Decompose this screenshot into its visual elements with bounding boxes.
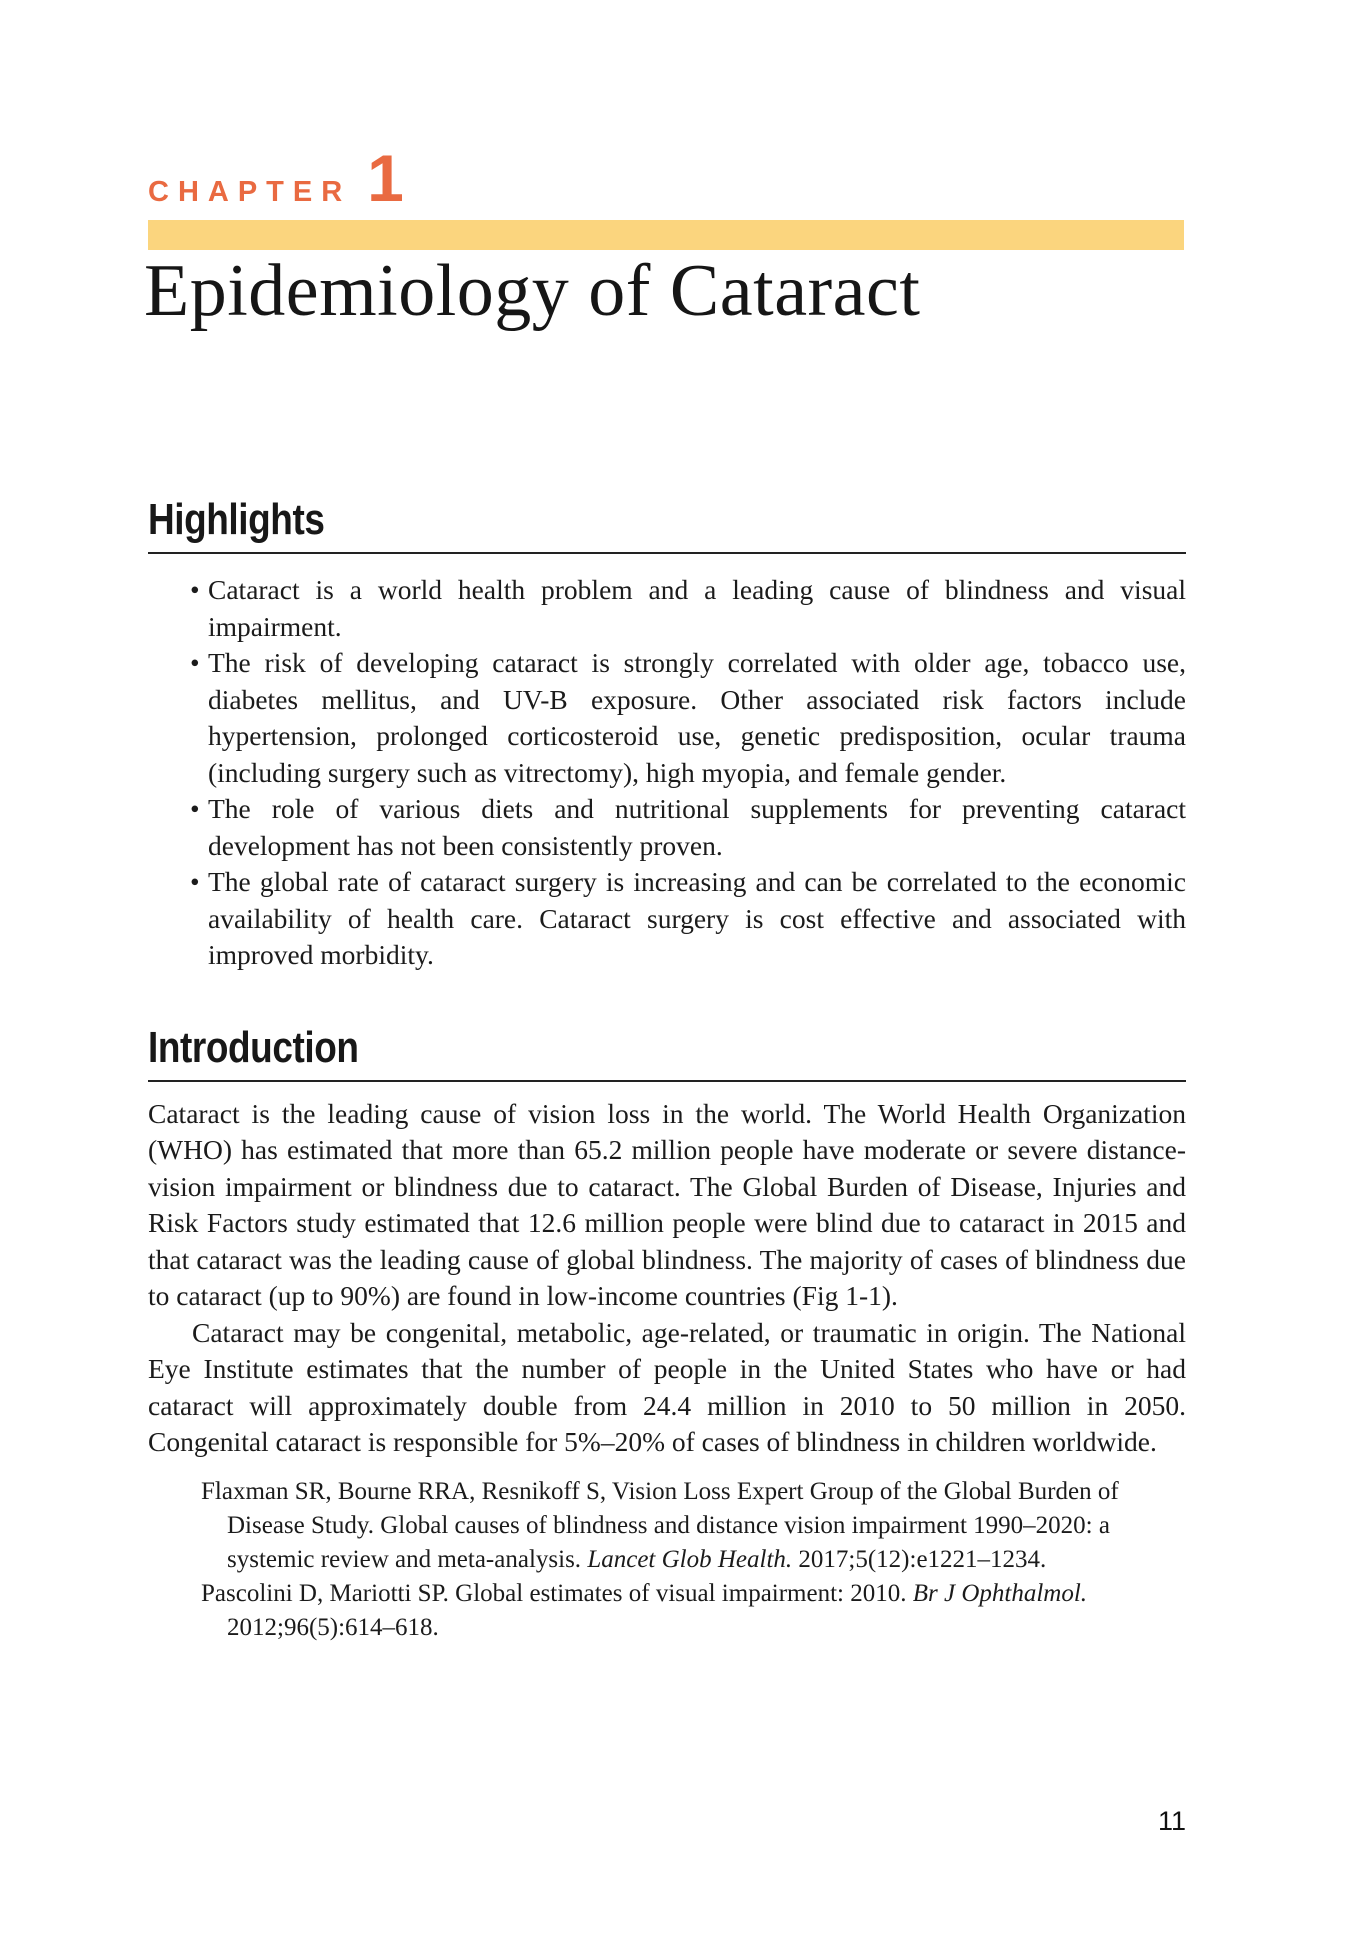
chapter-label: CHAPTER	[148, 176, 352, 208]
reference-list	[148, 1475, 1186, 1645]
reference-text: Flaxman SR, Bourne RRA, Resnikoff S, Vision Loss Expert Group of the Global Burden of Disease Study. Global causes of blindness and distance vision impairment 1990–2020: a systemic review and meta-analysis.	[201, 1477, 1119, 1573]
reference-citation: 2012;96(5):614–618.	[227, 1613, 439, 1641]
highlights-list	[148, 572, 1186, 974]
chapter-number: 1	[367, 141, 404, 215]
page-title: Epidemiology of Cataract	[144, 250, 921, 332]
chapter-accent-bar	[148, 220, 1184, 250]
intro-paragraph: Cataract may be congenital, metabolic, age-related, or traumatic in origin. The National Eye Institute estimates that the number of people in the United States who have or had cataract will approximately double from 24.4 million in 2010 to 50 million in 2050. Congenital cataract is responsible for 5%–20% of cases of blindness in children worldwide.	[148, 1316, 1186, 1457]
reference-entry	[201, 1577, 1186, 1645]
highlight-bullet: • The risk of developing cataract is strongly correlated with older age, tobacco use, diabetes mellitus, and UV-B exposure. Other associated risk factors include hypertension, prolonged corticosteroid use, genetic predisposition, ocular trauma (including surgery such as vitrectomy), high myopia, and female gender.	[148, 645, 1186, 791]
highlight-bullet: • Cataract is a world health problem and a leading cause of blindness and visual impairment.	[148, 572, 1186, 645]
reference-citation: 2017;5(12):e1221–1234.	[792, 1545, 1047, 1573]
reference-text: Pascolini D, Mariotti SP. Global estimates of visual impairment: 2010.	[201, 1579, 913, 1607]
journal-name: Lancet Glob Health.	[587, 1545, 793, 1573]
highlight-bullet: • The role of various diets and nutritional supplements for preventing cataract development has not been consistently proven.	[148, 791, 1186, 864]
highlight-bullet: • The global rate of cataract surgery is increasing and can be correlated to the economic availability of health care. Cataract surgery is cost effective and associated with improved morbidity.	[148, 864, 1186, 974]
introduction-heading: Introduction	[148, 1026, 1186, 1082]
text-column	[148, 495, 1186, 1645]
highlights-heading: Highlights	[148, 498, 1186, 554]
page-number: 11	[1157, 1806, 1186, 1836]
reference-entry	[201, 1475, 1186, 1577]
intro-paragraph: Cataract is the leading cause of vision loss in the world. The World Health Organization (WHO) has estimated that more than 65.2 million people have moderate or severe distance-vision impairment or blindness due to cataract. The Global Burden of Disease, Injuries and Risk Factors study estimated that 12.6 million people were blind due to cataract in 2015 and that cataract was the leading cause of global blindness. The majority of cases of blindness due to cataract (up to 90%) are found in low-income countries (Fig 1-1).	[148, 1097, 1186, 1311]
chapter-header	[148, 140, 404, 216]
journal-name: Br J Ophthalmol.	[912, 1579, 1088, 1607]
